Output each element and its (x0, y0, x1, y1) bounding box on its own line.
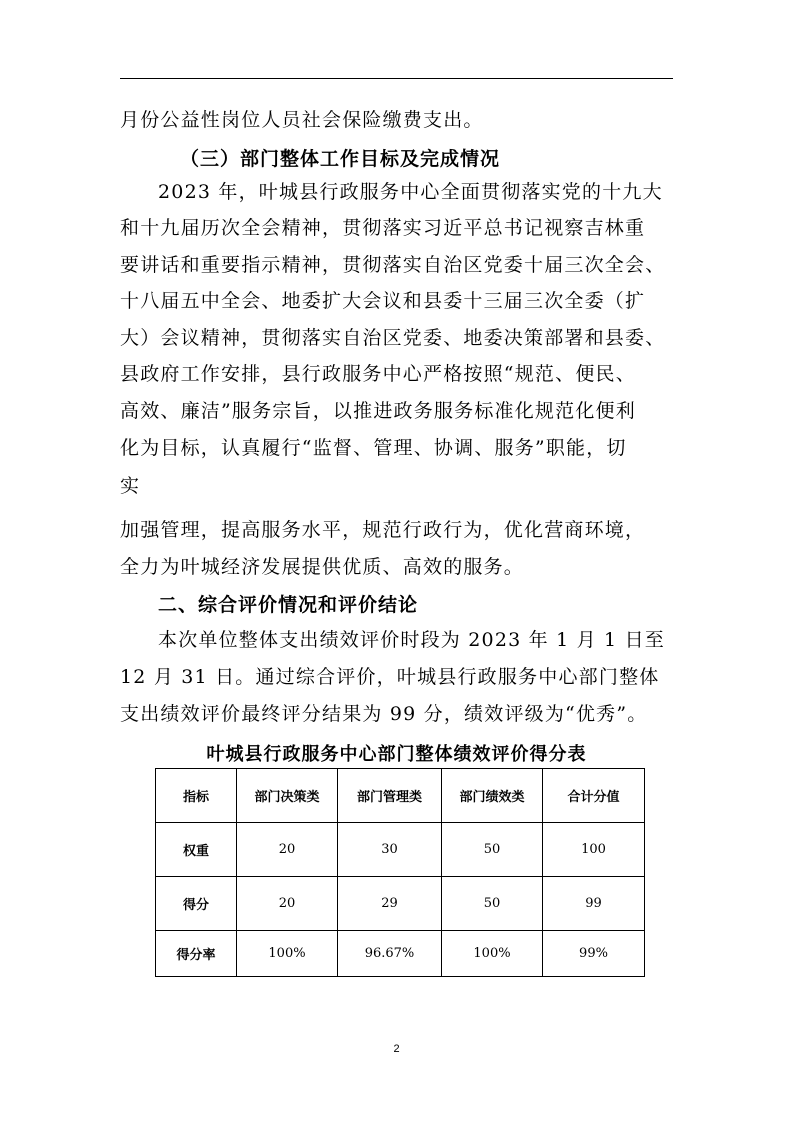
table-cell: 29 (338, 877, 442, 931)
header-cell: 合计分值 (543, 769, 645, 823)
paragraph-line: 高效、廉洁”服务宗旨，以推进政务服务标准化规范化便利 (120, 400, 636, 422)
page-number: 2 (393, 1043, 400, 1055)
table-cell: 100 (543, 823, 645, 877)
table-cell: 50 (442, 877, 543, 931)
row-label: 权重 (156, 823, 237, 877)
table-row (156, 823, 645, 877)
header-cell: 部门绩效类 (442, 769, 543, 823)
table-cell: 99% (543, 931, 645, 977)
table-cell: 100% (237, 931, 338, 977)
section-heading: （三）部门整体工作目标及完成情况 (180, 148, 501, 170)
header-cell: 指标 (156, 769, 237, 823)
table-cell: 20 (237, 877, 338, 931)
table-header-row (156, 769, 645, 823)
row-label: 得分 (156, 877, 237, 931)
header-cell: 部门决策类 (237, 769, 338, 823)
paragraph-line: 本次单位整体支出绩效评价时段为 2023 年 1 月 1 日至 (158, 629, 665, 651)
header-rule (120, 78, 673, 79)
table-caption: 叶城县行政服务中心部门整体绩效评价得分表 (206, 744, 587, 765)
paragraph-line: 要讲话和重要指示精神，贯彻落实自治区党委十届三次全会、 (120, 254, 666, 276)
paragraph-line: 化为目标，认真履行“监督、管理、协调、服务”职能，切 (120, 437, 627, 459)
paragraph-line: 实 (120, 475, 141, 497)
table-cell: 20 (237, 823, 338, 877)
table-cell: 96.67% (338, 931, 442, 977)
paragraph-line: 月份公益性岗位人员社会保险缴费支出。 (120, 109, 484, 131)
table-row (156, 931, 645, 977)
table-row (156, 877, 645, 931)
paragraph-line: 和十九届历次全会精神，贯彻落实习近平总书记视察吉林重 (120, 217, 646, 239)
paragraph-line: 大）会议精神，贯彻落实自治区党委、地委决策部署和县委、 (120, 327, 666, 349)
table-cell: 99 (543, 877, 645, 931)
score-table (155, 768, 645, 977)
paragraph-line: 12 月 31 日。通过综合评价，叶城县行政服务中心部门整体 (120, 666, 660, 688)
row-label: 得分率 (156, 931, 237, 977)
paragraph-line: 全力为叶城经济发展提供优质、高效的服务。 (120, 556, 525, 578)
paragraph-line: 县政府工作安排，县行政服务中心严格按照“规范、便民、 (120, 363, 636, 385)
table-cell: 50 (442, 823, 543, 877)
header-cell: 部门管理类 (338, 769, 442, 823)
paragraph-line: 加强管理，提高服务水平，规范行政行为，优化营商环境， (120, 519, 646, 541)
paragraph-line: 支出绩效评价最终评分结果为 99 分，绩效评级为“优秀”。 (120, 703, 648, 725)
table-cell: 100% (442, 931, 543, 977)
paragraph-line: 2023 年，叶城县行政服务中心全面贯彻落实党的十九大 (158, 181, 663, 203)
paragraph-line: 十八届五中全会、地委扩大会议和县委十三届三次全委（扩 (120, 290, 646, 312)
section-heading: 二、综合评价情况和评价结论 (158, 594, 419, 616)
table-cell: 30 (338, 823, 442, 877)
